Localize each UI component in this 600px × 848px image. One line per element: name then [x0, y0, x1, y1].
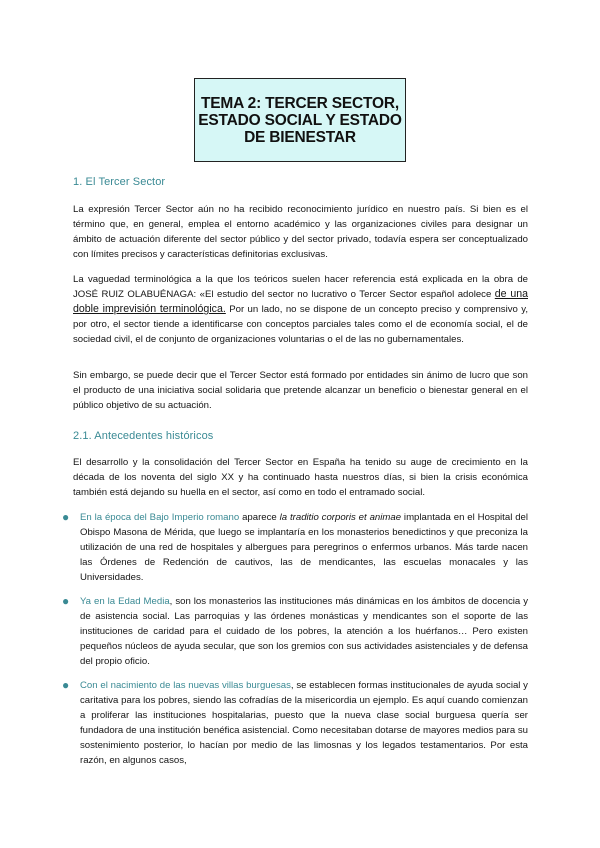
section-1-heading: 1. El Tercer Sector — [73, 176, 166, 188]
bullet-text-b: implantada en el Hospital del Obispo Masona de Mérida, que luego se implantaría en los monasterios benedictinos y que preconiza la utilización de una red de hospitales y albergues para peregrinos o enfermos urbanos. Más tarde nacen las Órdenes de Redención de cautivos, las de mendicantes, las escuelas monacales y las Universidades. — [80, 512, 529, 583]
bullet-item-2 — [80, 594, 528, 669]
section-2-paragraph-1 — [73, 455, 528, 500]
bullet-item-1 — [80, 510, 528, 585]
paragraph-text: Sin embargo, se puede decir que el Tercer Sector está formado por entidades sin ánimo de lucro que son el producto de una iniciativa social solidaria que pretende alcanzar un beneficio o bienestar general en el público objetivo de su actuación. — [73, 370, 528, 411]
bullet-item-3 — [80, 678, 528, 768]
bullet-text-a: aparece — [239, 512, 280, 523]
bullet-text-a: , son los monasterios las instituciones más dinámicas en los ámbitos de docencia y de asistencia social. Las parroquias y las órdenes monásticas y mendicantes son el soporte de las instituciones de caridad para el cuidado de los pobres, la atención a los huérfanos… Pero existen pequeños núcleos de ayuda secular, que son los gremios con sus actividades asistenciales y de defensa del propio oficio. — [80, 596, 528, 667]
bullet-text-a: , se establecen formas institucionales de ayuda social y caritativa para los pobres, siendo las cofradías de la misericordia un ejemplo. Es aquí cuando comienzan a proliferar las instituciones hospitalarias, puesto que la nueva clase social burguesa quería ser fundadora de una institución benéfica asistencial. Como necesitaban dotarse de mayores medios para su sostenimiento posterior, lo hacían por medio de las limosnas y los legados testamentarios. Por esta razón, en algunos casos, — [80, 680, 528, 766]
section-1-paragraph-1 — [73, 202, 528, 262]
paragraph-text-a: La vaguedad terminológica a la que los teóricos suelen hacer referencia está explicada en la obra de JOSÉ RUIZ OLABUÉNAGA: «El estudio del sector no lucrativo o Tercer Sector español adolece — [73, 274, 528, 300]
title-line-1: TEMA 2: TERCER SECTOR, — [201, 94, 399, 112]
section-1-paragraph-3 — [73, 368, 528, 413]
bullet-dot-icon: ● — [62, 678, 70, 692]
title-line-2: ESTADO SOCIAL Y ESTADO — [198, 111, 402, 129]
bullet-lead: Ya en la Edad Media — [80, 596, 170, 607]
title-box — [194, 78, 406, 162]
section-1-paragraph-2 — [73, 272, 528, 347]
title-line-3: DE BIENESTAR — [244, 128, 356, 146]
paragraph-text: El desarrollo y la consolidación del Tercer Sector en España ha tenido su auge de crecimiento en la década de los noventa del siglo XX y ha continuado hasta nuestros días, si bien la crisis económica también está dejando su huella en el sector, así como en todo el entramado social. — [73, 457, 528, 498]
bullet-dot-icon: ● — [62, 510, 70, 524]
bullet-italic: la traditio corporis et animae — [279, 512, 402, 523]
paragraph-text-b: Por un lado, no se dispone de un concepto preciso y comprensivo y, por otro, el sector tiende a identificarse con conceptos parciales tales como el de economía social, el de sociedad civil, el de conjunto de organizaciones voluntarias o el de las no gubernamentales. — [73, 304, 528, 345]
bullet-dot-icon: ● — [62, 594, 70, 608]
section-2-heading: 2.1. Antecedentes históricos — [73, 430, 214, 442]
bullet-lead: Con el nacimiento de las nuevas villas burguesas — [80, 680, 291, 691]
underlined-phrase: de una doble imprevisión terminológica. — [73, 288, 528, 315]
paragraph-text: La expresión Tercer Sector aún no ha recibido reconocimiento jurídico en nuestro país. Si bien es el término que, en general, emplea el entorno académico y las organizaciones civiles para designar un ámbito de actuación diferente del sector público y del sector privado, todavía espera ser conceptualizado con límites precisos y características definitorias exclusivas. — [73, 204, 528, 260]
bullet-lead: En la época del Bajo Imperio romano — [80, 512, 240, 523]
